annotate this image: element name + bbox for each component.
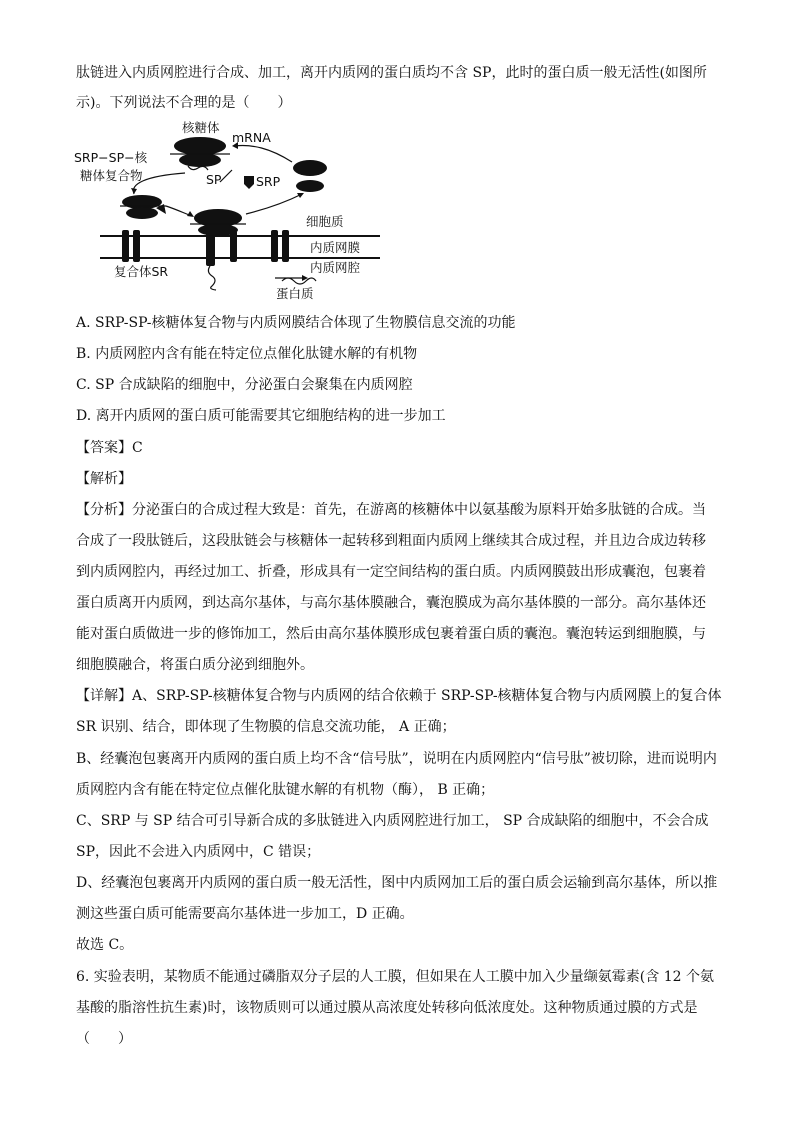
detail-line: 故选 C。 (76, 937, 134, 953)
detail-line: D、经囊泡包裹离开内质网的蛋白质一般无活性，图中内质网加工后的蛋白质会运输到高尔基体，所以推 (76, 875, 718, 891)
analysis-line: 【分析】分泌蛋白的合成过程大致是：首先，在游离的核糖体中以氨基酸为原料开始多肽链的合成。当 (76, 502, 706, 518)
ribosome-subunits-right (293, 160, 327, 192)
question-6-line: （ ） (76, 1031, 132, 1047)
folded-protein (282, 278, 316, 284)
arrow-release (246, 194, 302, 214)
ribosome-docked (190, 209, 246, 236)
detail-line: 质网腔内含有能在特定位点催化肽键水解的有机物（酶）， B 正确； (76, 782, 495, 798)
nascent-chain (208, 266, 216, 290)
analysis-tag: 【解析】 (76, 471, 132, 487)
label-ribosome: 核糖体 (182, 120, 220, 135)
arrow-recycle (234, 146, 292, 162)
label-srp-complex-2: 糖体复合物 (80, 168, 143, 183)
arrow-sp-srp (220, 170, 232, 182)
ribosome-complex-left (120, 195, 166, 219)
question-6-line: 6. 实验表明，某物质不能通过磷脂双分子层的人工膜，但如果在人工膜中加入少量缬氨霉素(含 12 个氨 (76, 969, 714, 985)
detail-line: 【详解】A、SRP-SP-核糖体复合物与内质网的结合依赖于 SRP-SP-核糖体复合物与内质网膜上的复合体 (76, 688, 722, 704)
detail-line: 测这些蛋白质可能需要高尔基体进一步加工，D 正确。 (76, 906, 414, 922)
label-mrna: mRNA (232, 130, 271, 145)
analysis-line: 合成了一段肽链后，这段肽链会与核糖体一起转移到粗面内质网上继续其合成过程，并且边合成边转移 (76, 533, 706, 549)
ribosome-top (170, 137, 230, 170)
label-cytoplasm: 细胞质 (306, 214, 344, 229)
srp-particle (244, 176, 254, 189)
intro-line-2: 示)。下列说法不合理的是（ ） (76, 95, 292, 111)
analysis-line: 蛋白质离开内质网，到达高尔基体，与高尔基体膜融合，囊泡膜成为高尔基体膜的一部分。高尔基体还 (76, 595, 706, 611)
answer: 【答案】C (76, 440, 143, 456)
label-sp: SP (206, 172, 222, 187)
option-c: C. SP 合成缺陷的细胞中，分泌蛋白会聚集在内质网腔 (76, 377, 413, 393)
srp-diagram (70, 118, 380, 308)
question-6-line: 基酸的脂溶性抗生素)时，该物质则可以通过膜从高浓度处转移向低浓度处。这种物质通过膜的方式是 (76, 1000, 698, 1016)
intro-line-1: 肽链进入内质网腔进行合成、加工，离开内质网的蛋白质均不含 SP，此时的蛋白质一般无活性(如图所 (76, 65, 707, 81)
label-er-membrane: 内质网膜 (310, 240, 361, 255)
detail-line: SP，因此不会进入内质网中，C 错误； (76, 844, 321, 860)
detail-line: C、SRP 与 SP 结合可引导新合成的多肽链进入内质网腔进行加工， SP 合成缺陷的细胞中，不会合成 (76, 813, 709, 829)
label-srp-complex-1: SRP−SP−核 (74, 150, 148, 165)
analysis-line: 细胞膜融合，将蛋白质分泌到细胞外。 (76, 657, 314, 673)
label-srp: SRP (256, 174, 281, 189)
detail-line: SR 识别、结合，即体现了生物膜的信息交流功能， A 正确； (76, 719, 456, 735)
option-b: B. 内质网腔内含有能在特定位点催化肽键水解的有机物 (76, 346, 418, 362)
option-a: A. SRP-SP-核糖体复合物与内质网膜结合体现了生物膜信息交流的功能 (76, 315, 516, 331)
analysis-line: 到内质网腔内，再经过加工、折叠，形成具有一定空间结构的蛋白质。内质网膜鼓出形成囊泡，包裹着 (76, 564, 706, 580)
detail-line: B、经囊泡包裹离开内质网的蛋白质上均不含“信号肽”，说明在内质网腔内“信号肽”被切除，进而说明内 (76, 751, 717, 767)
option-d: D. 离开内质网的蛋白质可能需要其它细胞结构的进一步加工 (76, 408, 446, 424)
analysis-line: 能对蛋白质做进一步的修饰加工，然后由高尔基体膜形成包裹着蛋白质的囊泡。囊泡转运到细胞膜，与 (76, 626, 706, 642)
label-receptor: 复合体SR (114, 264, 169, 279)
label-er-lumen: 内质网腔 (310, 260, 361, 275)
label-protein: 蛋白质 (276, 286, 314, 301)
